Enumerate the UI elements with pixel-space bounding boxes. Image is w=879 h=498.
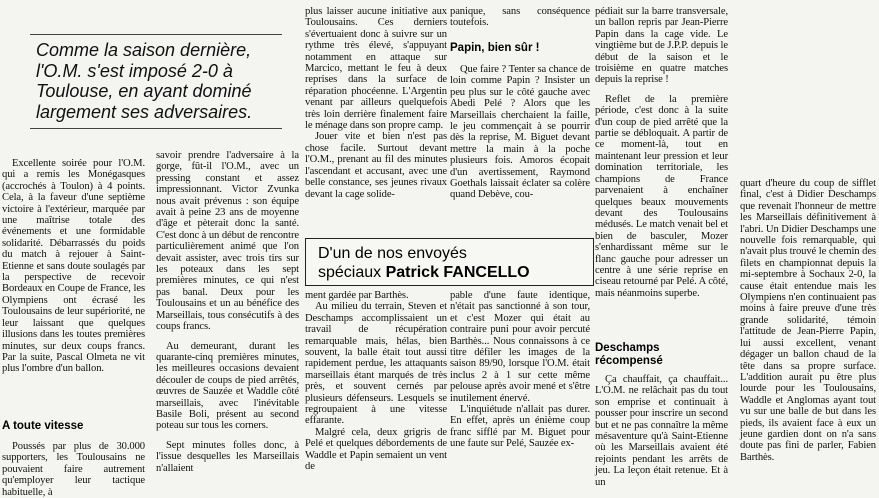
- paragraph: Malgré cela, deux grigris de Pelé et quelques débordements de Waddle et Papin semaient un vent de: [305, 426, 447, 473]
- paragraph: Au demeurant, durant les quarante-cinq premières minutes, les meilleures occasions devaient découler de coups de pied arrêtés, œuvres de Sauzée et Waddle côté marseillais, avec l'inévitable Basile Boli, présent au second poteau sur tous les corners.: [156, 340, 299, 432]
- paragraph: Poussés par plus de 30.000 supporters, les Toulousains ne pouvaient faire autrement qu'employer leur tactique habituelle, à: [2, 441, 145, 498]
- column-1: [2, 158, 145, 375]
- paragraph: L'inquiétude n'allait pas durer. En effet, après un énième coup franc sifflé par M. Biguet pour une faute sur Pelé, Sauzée ex-: [450, 404, 590, 450]
- paragraph: Au milieu du terrain, Steven et Deschamps accomplissaient un travail de récupération remarquable mais, hélas, bien souvent, la balle était tout aussi rapidement perdue, les attaquants marseillais étant marqués de très près, et souvent cernés par plusieurs défenseurs. Lesquels se regroupaient à une vitesse effarante.: [305, 301, 447, 427]
- byline-prefix: spéciaux: [318, 264, 386, 281]
- paragraph: Reflet de la première période, c'est donc à la suite d'un coup de pied arrêté que la partie se débloquait. A partir de ce moment-là, tout en maintenant leur pression et leur domination territoriale, les champions de France parvenaient à enchaîner quelques beaux mouvements devant des Toulousains médusés. Le match venait bel et bien de basculer, Mozer s'enhardissant même sur le flanc gauche pour adresser un centre à une série reprise en ciseau retourné par Pelé. A côté, mais néanmoins superbe.: [595, 93, 728, 299]
- paragraph: Jouer vite et bien n'est pas chose facile. Surtout devant l'O.M., prenant au fil des minutes l'ascendant et accusant, avec une belle constance, ses jeunes rivaux devant la cage solide-: [305, 131, 447, 200]
- subhead-deschamps-line1: Deschamps: [595, 342, 660, 354]
- paragraph: quart d'heure du coup de sifflet final, c'est à Didier Deschamps que revenait l'honneur de mettre les Marseillais définitivement à l'abri. Un Didier Deschamps une nouvelle fois remarquable, qui n'avait plus trouvé le chemin des filets en championnat depuis la mi-septembre à Sochaux 2-0, la cause était entendue mais les Olympiens n'en continuaient pas moins à faire preuve d'une très grande solidarité, témoin l'attitude de Jean-Pierre Papin, lui aussi excellent, venant dégager un ballon chaud de la tête dans sa propre surface. L'addition aurait pu être plus lourde pour les Toulousains, Waddle et Anglomas ayant tout vu sur une balle de but dans les pieds, ils avaient face à eux un jeune gardien dont on n'a sans doute pas fini de parler, Fabien Barthès.: [740, 178, 876, 463]
- column-3-cont: [305, 290, 447, 473]
- paragraph: Sept minutes folles donc, à l'issue desquelles les Marseillais n'allaient: [156, 439, 299, 474]
- column-2: [156, 150, 299, 474]
- byline-box: [305, 238, 594, 286]
- column-4: [450, 6, 590, 29]
- subhead-deschamps: [595, 342, 663, 368]
- column-4-cont: [450, 290, 590, 450]
- paragraph: pédiait sur la barre transversale, un ballon repris par Jean-Pierre Papin dans la cage vide. Le vingtième but de J.P.P. depuis le début de la saison et le troisième en quatre matches depuis la reprise !: [595, 6, 728, 86]
- paragraph: Que faire ? Tenter sa chance de loin comme Papin ? Insister un peu plus sur le côté gauche avec Abedi Pelé ? Alors que les Marseillais cherchaient la faille, le jeu commençait à se pourrir dès la reprise, M. Biguet devant mettre la main à la poche plusieurs fois. Amoros écopait d'un avertissement, Raymond Goethals laissait éclater sa colère quand Debève, cou-: [450, 64, 590, 201]
- deck-rule-bottom: [30, 128, 282, 129]
- column-3: [305, 6, 447, 200]
- deck-rule-top: [30, 34, 282, 35]
- subhead-toute-vitesse: A toute vitesse: [2, 420, 84, 432]
- article-deck: Comme la saison dernière, l'O.M. s'est imposé 2-0 à Toulouse, en ayant dominé largement ses adversaires.: [36, 40, 253, 122]
- paragraph: plus laisser aucune initiative aux Toulousains. Ces derniers s'évertuaient donc à suivre sur un rythme très élevé, s'appuyant notamment en attaque sur Marcico, mettant le feu à deux reprises dans la surface de réparation phocéenne. L'Argentin venant par ailleurs quelquefois très loin derrière finalement faire le ménage dans son propre camp.: [305, 6, 447, 132]
- paragraph: Ça chauffait, ça chauffait... L'O.M. ne relâchait pas du tout son emprise et continuait à pousser pour inscrire un second but et ne pas connaître la même mésaventure qu'à Saint-Etienne où les Marseillais avaient été rejoints pendant les arrêts de jeu. La leçon était retenue. Et à un: [595, 374, 728, 488]
- paragraph: Excellente soirée pour l'O.M. qui a remis les Monégasques (accrochés à Toulon) à 4 points. Cela, à la faveur d'une septième victoire à l'extérieur, marquée par une maîtrise totale des événements et une formidable solidarité. Débarrassés du poids du match à rejouer à Saint-Etienne et sans doute soulagés par la perspective de recevoir Bordeaux en Coupe de France, les Olympiens ont écrasé les Toulousains de leur supériorité, ne leur laissant que quelques illusions dans les toutes premières minutes, sur deux coups francs. Par la suite, Pascal Olmeta ne vit plus l'ombre d'un ballon.: [2, 158, 145, 375]
- byline-line1: D'un de nos envoyés: [318, 245, 467, 262]
- byline-author: Patrick FANCELLO: [385, 264, 530, 281]
- subhead-deschamps-line2: récompensé: [595, 355, 663, 367]
- column-6: [740, 178, 876, 463]
- paragraph: ment gardée par Barthès.: [305, 290, 409, 301]
- paragraph: panique, sans conséquence toutefois.: [450, 6, 590, 29]
- paragraph: savoir prendre l'adversaire à la gorge, fût-il l'O.M., avec un pressing constant et assez impressionnant. Victor Zvunka nous avait prévenus : son équipe avait à peine 23 ans de moyenne d'âge et pèterait donc la santé. C'est donc à un début de rencontre particulièrement animé que l'on devait assister, avec trois tirs sur les poteaux dans les sept premières minutes, ce qui n'est pas banal. Deux pour les Toulousains et un au bénéfice des Marseillais, tous consécutifs à des coups francs.: [156, 150, 299, 333]
- paragraph: pable d'une faute identique, n'était pas sanctionné à son tour, et c'est Mozer qui était au contraire puni pour avoir percuté Barthès... Nous connaissons à ce titre défiler les images de la saison 89/90, lorsque l'O.M. était inclus 2 à 1 sur cette même pelouse après avoir mené et s'être inutilement énervé.: [450, 290, 590, 404]
- column-5-cont: [595, 374, 728, 488]
- column-1-cont: [2, 441, 145, 498]
- column-4-mid: [450, 64, 590, 201]
- subhead-papin: Papin, bien sûr !: [450, 42, 540, 54]
- column-5: [595, 6, 728, 299]
